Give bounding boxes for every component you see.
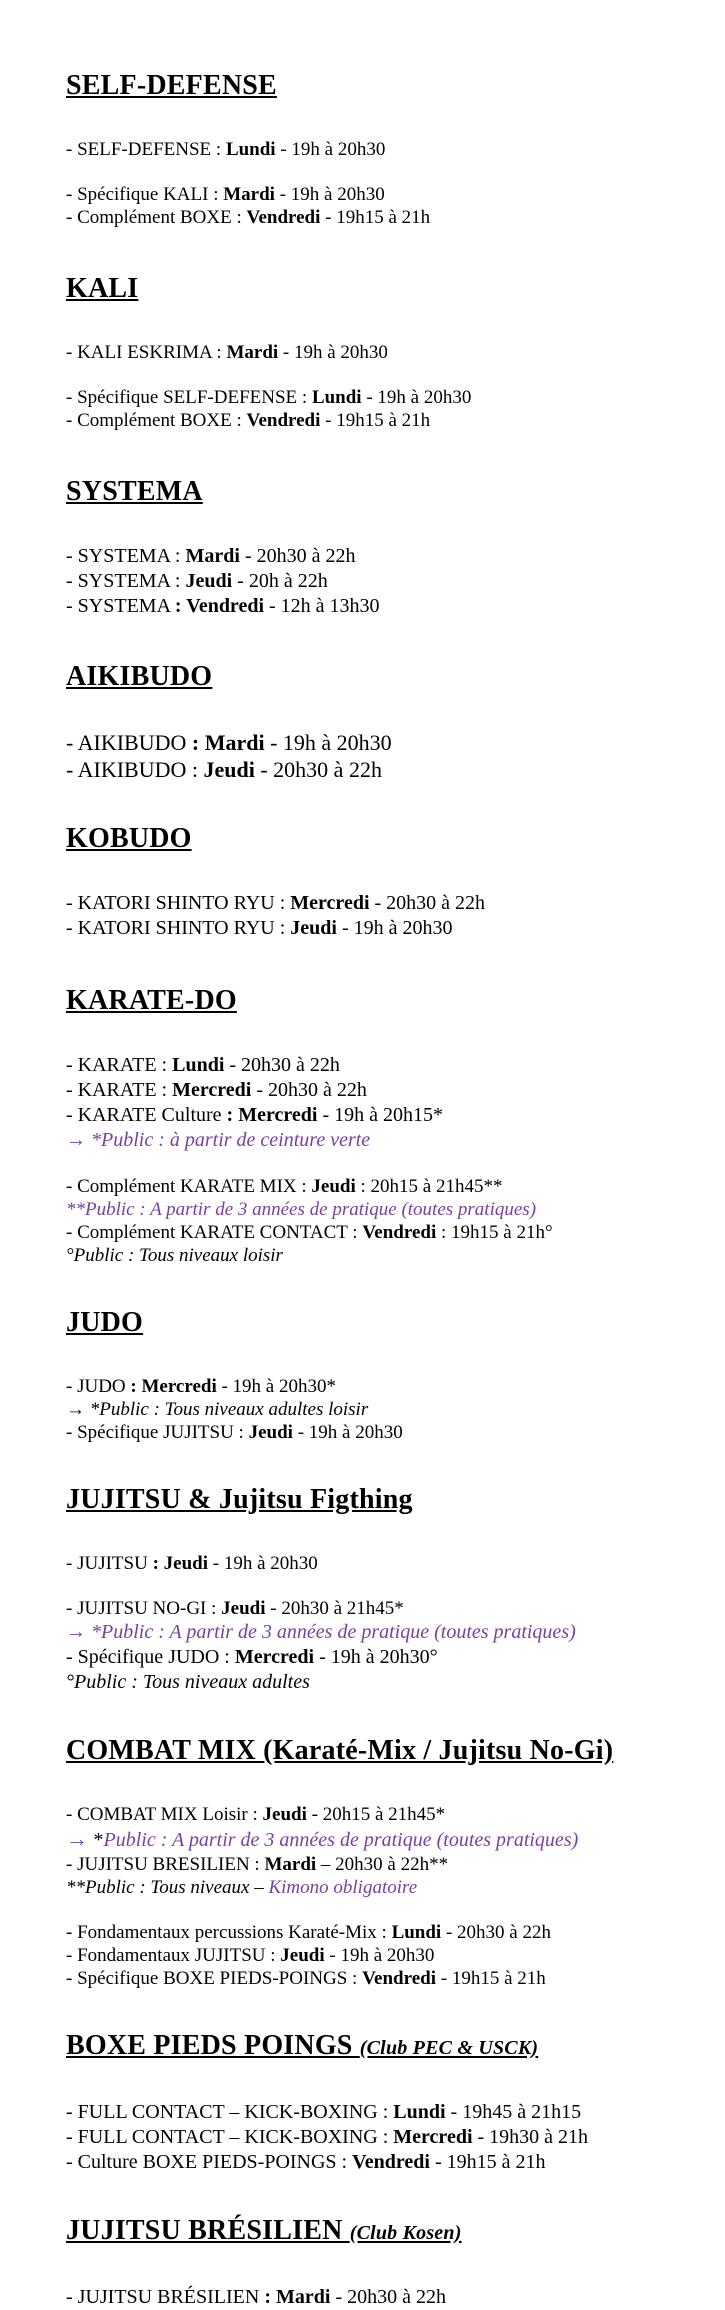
- schedule-line: [66, 1078, 695, 1103]
- section-boxe-pieds-poings: [66, 2030, 695, 2175]
- course-name: - JUJITSU BRESILIEN :: [66, 1854, 265, 1875]
- section-karate-do: [66, 985, 695, 1267]
- public-note: → *Public : à partir de ceinture verte: [66, 1129, 371, 1151]
- course-time: - 20h30 à 22h: [441, 1922, 551, 1943]
- course-name: - SELF-DEFENSE :: [66, 139, 226, 160]
- course-time: - 19h à 20h30°: [314, 1646, 438, 1668]
- arrow-right-icon: →: [66, 1621, 91, 1643]
- schedule-line: [66, 1421, 695, 1444]
- course-day: Vendredi: [246, 207, 321, 228]
- schedule-line: [66, 916, 695, 941]
- section-judo: [66, 1307, 695, 1444]
- section-title: KALI: [66, 273, 139, 304]
- schedule-line: [66, 2125, 695, 2150]
- course-name: - Complément BOXE :: [66, 410, 247, 431]
- schedule-line: [66, 1645, 695, 1670]
- course-time: - 19h15 à 21h: [320, 410, 431, 431]
- section-title: JUJITSU & Jujitsu Figthing: [66, 1484, 413, 1515]
- course-name: - Culture BOXE PIEDS-POINGS :: [66, 2151, 353, 2173]
- schedule-line: [66, 1921, 695, 1944]
- course-day: Jeudi: [280, 1945, 325, 1966]
- course-name: - Complément KARATE CONTACT :: [66, 1222, 363, 1243]
- club-name: (Club Kosen): [349, 2222, 462, 2244]
- schedule-line: [66, 1597, 695, 1620]
- course-time: : 20h15 à 21h45**: [355, 1176, 503, 1197]
- course-name: - FULL CONTACT – KICK-BOXING :: [66, 2126, 394, 2148]
- course-time: - 19h à 20h30: [324, 1945, 435, 1966]
- course-day: Mercredi: [172, 1079, 252, 1101]
- course-name: - Spécifique JUJITSU :: [66, 1422, 249, 1443]
- course-day: Lundi: [311, 387, 362, 408]
- course-name: - KARATE :: [66, 1079, 173, 1101]
- course-time: - 19h à 20h30: [278, 342, 388, 363]
- section-systema: [66, 476, 695, 619]
- course-time: - 19h à 20h30: [292, 1422, 403, 1443]
- section-title: BOXE PIEDS POINGS (Club PEC & USCK): [66, 2030, 539, 2061]
- course-name: - Fondamentaux percussions Karaté-Mix :: [66, 1922, 392, 1943]
- course-day: Jeudi: [221, 1598, 266, 1619]
- course-name: - SYSTEMA: [66, 595, 175, 617]
- public-note: → *Public : A partir de 3 années de pratique (toutes pratiques): [66, 1826, 579, 1851]
- schedule-line: [66, 544, 695, 569]
- course-time: - 19h à 20h30: [275, 139, 386, 160]
- course-day: Jeudi: [262, 1804, 307, 1825]
- course-name: - KATORI SHINTO RYU :: [66, 917, 291, 939]
- course-time: - 19h à 20h30: [274, 184, 385, 205]
- schedule-line: [66, 2100, 695, 2125]
- course-day: Vendredi: [362, 1222, 437, 1243]
- course-day: : Mercredi: [130, 1376, 217, 1397]
- course-day: Lundi: [225, 139, 276, 160]
- course-name: - JUJITSU: [66, 1553, 153, 1574]
- course-name: - Complément KARATE MIX :: [66, 1176, 312, 1197]
- arrow-right-icon: →: [66, 1399, 90, 1420]
- course-day: Lundi: [172, 1054, 225, 1076]
- section-title: AIKIBUDO: [66, 661, 213, 692]
- club-name: (Club PEC & USCK): [359, 2037, 539, 2059]
- section-jujitsu-bresilien: [66, 2215, 695, 2310]
- course-time: - 20h30 à 22h: [251, 1079, 367, 1101]
- section-title: SELF-DEFENSE: [66, 70, 277, 101]
- section-title: KARATE-DO: [66, 985, 237, 1016]
- course-time: - 19h15 à 21h: [429, 2151, 546, 2173]
- section-title: JUJITSU BRÉSILIEN (Club Kosen): [66, 2215, 462, 2246]
- course-time: - 19h à 20h30: [336, 917, 453, 939]
- course-day: : Mardi: [191, 730, 265, 755]
- arrow-right-icon: →: [66, 1129, 91, 1151]
- course-time: - 20h30 à 22h: [224, 1054, 340, 1076]
- section-kali: [66, 273, 695, 432]
- section-title: KOBUDO: [66, 823, 192, 854]
- schedule-line: [66, 1375, 695, 1398]
- section-kobudo: [66, 823, 695, 941]
- public-note: → *Public : Tous niveaux adultes loisir: [66, 1399, 369, 1420]
- course-time: - 20h30 à 22h: [330, 2286, 446, 2308]
- schedule-line: [66, 2285, 695, 2310]
- course-name: - COMBAT MIX Loisir :: [66, 1804, 263, 1825]
- course-day: Mardi: [264, 1854, 317, 1875]
- course-name: - AIKIBUDO: [66, 730, 192, 755]
- course-day: Jeudi: [248, 1422, 293, 1443]
- course-time: - 19h à 20h15*: [317, 1104, 443, 1126]
- schedule-line: [66, 1221, 695, 1244]
- course-day: Mercredi: [234, 1646, 315, 1668]
- schedule-line: [66, 1175, 695, 1198]
- course-day: : Mercredi: [226, 1104, 318, 1126]
- section-title: SYSTEMA: [66, 476, 203, 507]
- schedule-line: [66, 183, 695, 206]
- course-name: - Spécifique BOXE PIEDS-POINGS :: [66, 1968, 363, 1989]
- schedule-line: [66, 138, 695, 161]
- course-day: Jeudi: [203, 757, 255, 782]
- course-time: - 20h à 22h: [232, 570, 328, 592]
- course-time: - 19h à 20h30*: [216, 1376, 336, 1397]
- course-time: - 19h45 à 21h15: [445, 2101, 582, 2123]
- schedule-line: [66, 2150, 695, 2175]
- course-day: Vendredi: [352, 2151, 430, 2173]
- schedule-line: [66, 1944, 695, 1967]
- schedule-line: [66, 1853, 695, 1876]
- course-name: - SYSTEMA :: [66, 545, 186, 567]
- schedule-line: [66, 1552, 695, 1575]
- course-time: - 19h à 20h30: [361, 387, 472, 408]
- course-day: Jeudi: [290, 917, 337, 939]
- course-name: - Spécifique SELF-DEFENSE :: [66, 387, 312, 408]
- schedule-line: [66, 1103, 695, 1128]
- course-day: : Vendredi: [174, 595, 265, 617]
- public-note: **Public : Tous niveaux – Kimono obligatoire: [66, 1877, 418, 1898]
- course-time: - 20h30 à 22h: [254, 757, 382, 782]
- public-note: °Public : Tous niveaux adultes: [66, 1671, 310, 1693]
- course-day: Jeudi: [311, 1176, 356, 1197]
- course-name: - AIKIBUDO :: [66, 757, 204, 782]
- course-time: - 19h à 20h30: [264, 730, 392, 755]
- course-name: - JUJITSU BRÉSILIEN: [66, 2286, 265, 2308]
- section-aikibudo: [66, 661, 695, 783]
- course-time: - 20h30 à 21h45*: [265, 1598, 404, 1619]
- course-name: - KARATE :: [66, 1054, 173, 1076]
- course-time: - 19h à 20h30: [208, 1553, 318, 1574]
- schedule-line: [66, 409, 695, 432]
- course-time: : 19h15 à 21h°: [436, 1222, 553, 1243]
- schedule-line: [66, 756, 695, 783]
- schedule-line: [66, 341, 695, 364]
- course-name: - Fondamentaux JUJITSU :: [66, 1945, 281, 1966]
- public-note: → *Public : A partir de 3 années de pratique (toutes pratiques): [66, 1621, 576, 1643]
- section-title: JUDO: [66, 1307, 144, 1338]
- course-time: - 19h15 à 21h: [320, 207, 431, 228]
- course-name: - Spécifique KALI :: [66, 184, 224, 205]
- course-time: - 19h15 à 21h: [436, 1968, 546, 1989]
- course-name: - KARATE Culture: [66, 1104, 227, 1126]
- section-title: COMBAT MIX (Karaté-Mix / Jujitsu No-Gi): [66, 1735, 614, 1766]
- course-day: Jeudi: [185, 570, 233, 592]
- course-name: - Complément BOXE :: [66, 207, 247, 228]
- public-note: **Public : A partir de 3 années de pratique (toutes pratiques): [66, 1199, 537, 1220]
- course-time: - 20h30 à 22h: [239, 545, 356, 567]
- course-day: Vendredi: [246, 410, 321, 431]
- course-time: - 20h30 à 22h: [369, 892, 486, 914]
- course-name: - KALI ESKRIMA :: [66, 342, 227, 363]
- schedule-line: [66, 206, 695, 229]
- course-name: - FULL CONTACT – KICK-BOXING :: [66, 2101, 394, 2123]
- course-time: - 12h à 13h30: [264, 595, 380, 617]
- course-name: - JUJITSU NO-GI :: [66, 1598, 222, 1619]
- schedule-line: [66, 569, 695, 594]
- course-day: Lundi: [391, 1922, 442, 1943]
- course-time: - 20h15 à 21h45*: [306, 1804, 446, 1825]
- course-day: Lundi: [393, 2101, 446, 2123]
- course-day: Mardi: [185, 545, 240, 567]
- course-name: - KATORI SHINTO RYU :: [66, 892, 291, 914]
- course-day: Mercredi: [393, 2126, 473, 2148]
- section-jujitsu: [66, 1484, 695, 1695]
- course-day: Mardi: [223, 184, 275, 205]
- course-day: : Jeudi: [152, 1553, 208, 1574]
- course-time: - 19h30 à 21h: [472, 2126, 589, 2148]
- course-day: Mardi: [226, 342, 279, 363]
- public-note: °Public : Tous niveaux loisir: [66, 1245, 283, 1266]
- course-day: : Mardi: [264, 2286, 331, 2308]
- schedule-line: [66, 729, 695, 756]
- schedule-line: [66, 386, 695, 409]
- course-time: – 20h30 à 22h**: [316, 1854, 449, 1875]
- course-name: - JUDO: [66, 1376, 131, 1397]
- schedule-line: [66, 1967, 695, 1990]
- schedule-line: [66, 891, 695, 916]
- schedule-line: [66, 594, 695, 619]
- section-combat-mix: [66, 1735, 695, 1990]
- arrow-right-icon: →: [66, 1826, 94, 1851]
- course-name: - Spécifique JUDO :: [66, 1646, 235, 1668]
- schedule-line: [66, 1053, 695, 1078]
- course-day: Vendredi: [362, 1968, 436, 1989]
- course-name: - SYSTEMA :: [66, 570, 186, 592]
- course-day: Mercredi: [290, 892, 370, 914]
- section-self-defense: [66, 70, 695, 229]
- schedule-line: [66, 1803, 695, 1826]
